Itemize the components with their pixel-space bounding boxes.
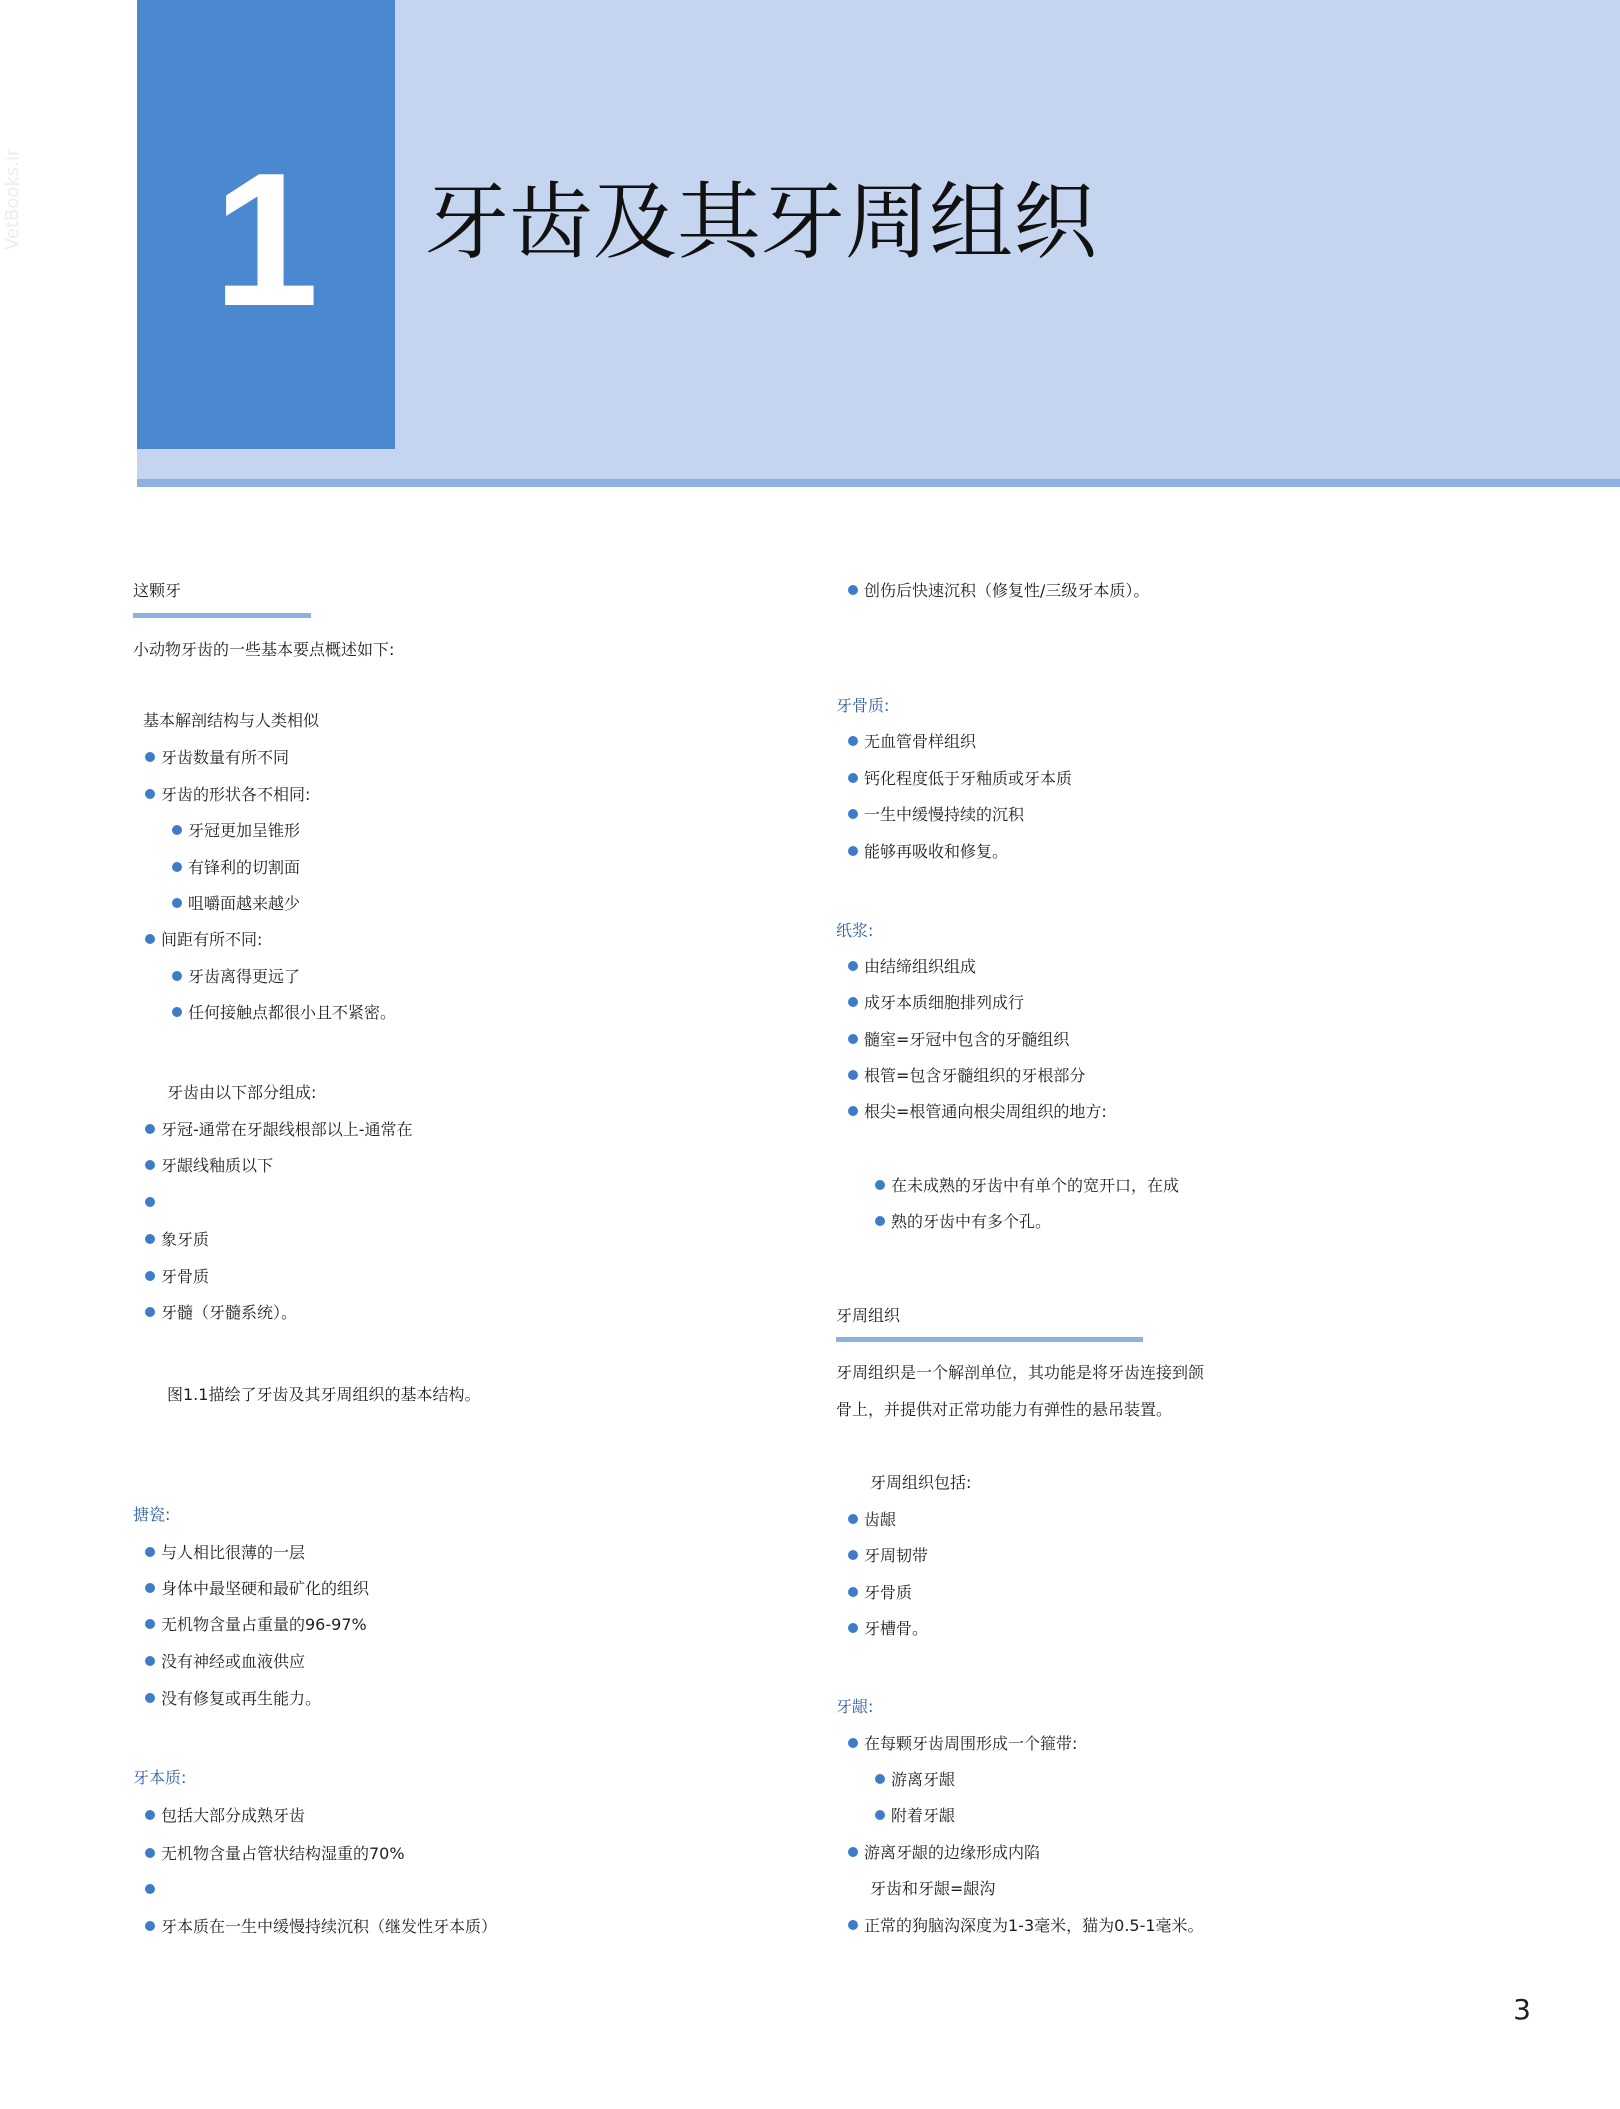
list-item: 咀嚼面越来越少 [172,886,300,922]
bullet-icon [875,1216,885,1226]
section-rule [836,1337,1143,1342]
list-item [145,1185,161,1221]
list-item: 齿龈 [848,1502,896,1538]
list-item: 牙槽骨。 [848,1611,928,1647]
list-item: 在每颗牙齿周围形成一个箍带: [848,1726,1077,1762]
list-item: 牙冠-通常在牙龈线根部以上-通常在 [145,1112,413,1148]
list-item: 没有神经或血液供应 [145,1644,305,1680]
bullet-icon [145,1810,155,1820]
bullet-icon [172,825,182,835]
list-item: 牙本质在一生中缓慢持续沉积（继发性牙本质） [145,1909,497,1945]
list-item: 包括大部分成熟牙齿 [145,1798,305,1834]
list-item: 牙齿的形状各不相同: [145,777,310,813]
list-item: 游离牙龈的边缘形成内陷 [848,1835,1040,1871]
bullet-icon [848,1514,858,1524]
bullet-icon [145,1234,155,1244]
figure-note: 图1.1描绘了牙齿及其牙周组织的基本结构。 [167,1385,481,1404]
section-heading-dentin: 牙本质: [133,1768,187,1787]
bullet-icon [145,1583,155,1593]
bullet-icon [145,1921,155,1931]
list-item: 无机物含量占管状结构湿重的70% [145,1836,405,1872]
bullet-icon [145,752,155,762]
bullet-icon [848,773,858,783]
parts-lead: 牙齿由以下部分组成: [167,1083,317,1102]
bullet-icon [145,1693,155,1703]
list-item: 髓室=牙冠中包含的牙髓组织 [848,1022,1069,1058]
bullet-icon [848,1034,858,1044]
list-item: 与人相比很薄的一层 [145,1535,305,1571]
bullet-icon [848,1106,858,1116]
section-heading-tooth: 这颗牙 [133,581,182,600]
list-item: 创伤后快速沉积（修复性/三级牙本质）。 [848,573,1149,609]
bullet-icon [145,1160,155,1170]
bullet-icon [145,789,155,799]
list-item: 能够再吸收和修复。 [848,834,1008,870]
list-item: 任何接触点都很小且不紧密。 [172,995,396,1031]
list-item: 牙冠更加呈锥形 [172,813,300,849]
list-item: 由结缔组织组成 [848,949,976,985]
bullet-icon [848,1587,858,1597]
list-item: 象牙质 [145,1222,209,1258]
list-item: 牙髓（牙髓系统）。 [145,1295,297,1331]
list-item: 牙龈线釉质以下 [145,1148,273,1184]
section-heading-periodontium: 牙周组织 [836,1306,901,1325]
list-item: 牙骨质 [145,1259,209,1295]
page-number: 3 [1513,1993,1531,2026]
bullet-icon [848,961,858,971]
anatomy-lead: 基本解剖结构与人类相似 [143,711,320,730]
bullet-icon [145,1197,155,1207]
bullet-icon [172,971,182,981]
list-item-continuation: 牙齿和牙龈=龈沟 [870,1879,996,1898]
list-item: 牙周韧带 [848,1538,928,1574]
bullet-icon [848,736,858,746]
bullet-icon [145,1124,155,1134]
bullet-icon [848,997,858,1007]
section-heading-pulp: 纸浆: [836,921,874,940]
list-item: 一生中缓慢持续的沉积 [848,797,1024,833]
bullet-icon [172,898,182,908]
bullet-icon [875,1180,885,1190]
bullet-icon [848,1550,858,1560]
list-item: 根管=包含牙髓组织的牙根部分 [848,1058,1085,1094]
list-item: 无机物含量占重量的96-97% [145,1607,367,1643]
list-item: 熟的牙齿中有多个孔。 [875,1204,1051,1240]
list-item [145,1872,161,1908]
section-heading-gingiva: 牙龈: [836,1697,874,1716]
list-item: 有锋利的切割面 [172,850,300,886]
periodontium-lead: 牙周组织包括: [870,1473,972,1492]
list-item: 牙齿离得更远了 [172,959,300,995]
section-rule [133,613,311,618]
bullet-icon [145,1271,155,1281]
list-item: 游离牙龈 [875,1762,955,1798]
bullet-icon [875,1774,885,1784]
section-heading-cementum: 牙骨质: [836,696,890,715]
chapter-title: 牙齿及其牙周组织 [425,173,1098,271]
bullet-icon [848,1847,858,1857]
list-item: 没有修复或再生能力。 [145,1681,321,1717]
paragraph-line: 骨上，并提供对正常功能力有弹性的悬吊装置。 [836,1400,1173,1419]
bullet-icon [875,1810,885,1820]
bullet-icon [848,1920,858,1930]
bullet-icon [145,1884,155,1894]
list-item: 无血管骨样组织 [848,724,976,760]
chapter-number: 1 [213,134,319,346]
bullet-icon [145,934,155,944]
list-item: 根尖=根管通向根尖周组织的地方: [848,1094,1107,1130]
bullet-icon [145,1848,155,1858]
list-item: 牙骨质 [848,1575,912,1611]
list-item: 在未成熟的牙齿中有单个的宽开口，在成 [875,1168,1179,1204]
list-item: 身体中最坚硬和最矿化的组织 [145,1571,369,1607]
bullet-icon [848,809,858,819]
watermark: VetBooks.ir [2,148,23,250]
bullet-icon [172,862,182,872]
bullet-icon [848,585,858,595]
bullet-icon [145,1619,155,1629]
list-item: 间距有所不同: [145,922,262,958]
bullet-icon [145,1547,155,1557]
list-item: 钙化程度低于牙釉质或牙本质 [848,761,1072,797]
bullet-icon [145,1656,155,1666]
bullet-icon [848,1738,858,1748]
bullet-icon [848,846,858,856]
bullet-icon [172,1007,182,1017]
bullet-icon [848,1623,858,1633]
list-item: 成牙本质细胞排列成行 [848,985,1024,1021]
section-heading-enamel: 搪瓷: [133,1505,171,1524]
list-item: 牙齿数量有所不同 [145,740,289,776]
bullet-icon [848,1070,858,1080]
list-item: 附着牙龈 [875,1798,955,1834]
header-rule [137,479,1620,487]
paragraph-line: 牙周组织是一个解剖单位，其功能是将牙齿连接到颌 [836,1363,1205,1382]
list-item: 正常的狗脑沟深度为1-3毫米，猫为0.5-1毫米。 [848,1908,1204,1944]
bullet-icon [145,1307,155,1317]
intro-text: 小动物牙齿的一些基本要点概述如下: [133,640,395,659]
